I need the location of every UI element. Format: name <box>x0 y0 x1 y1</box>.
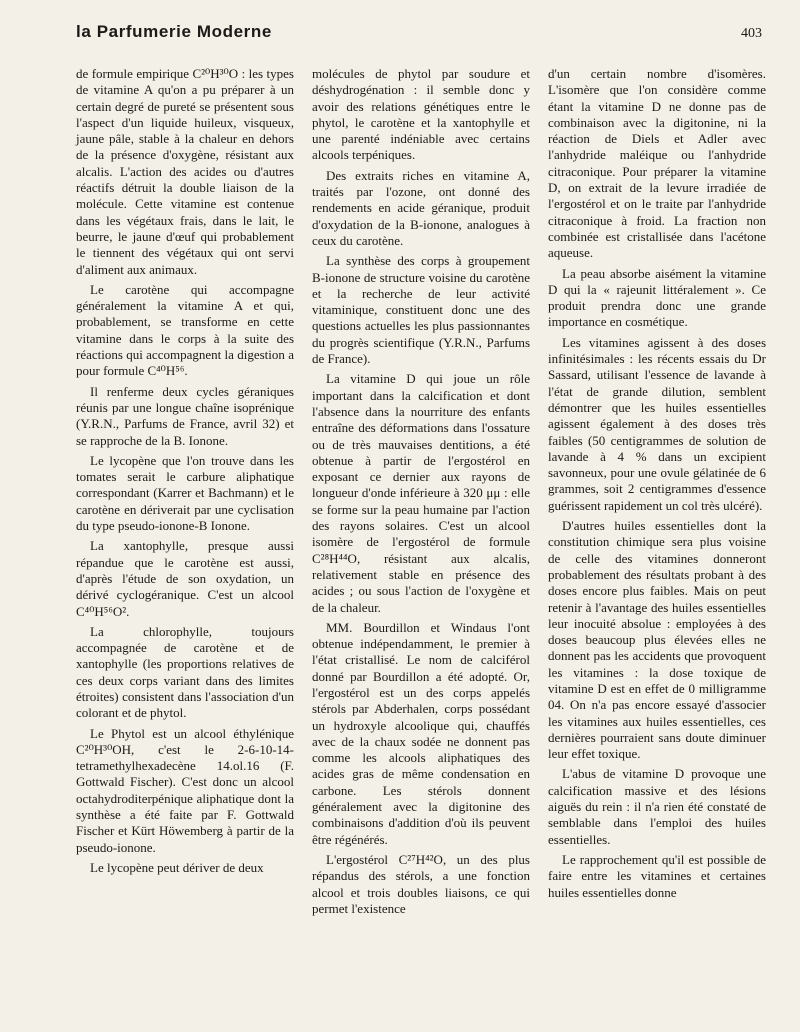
journal-title: la Parfumerie Moderne <box>76 22 272 41</box>
paragraph: D'autres huiles essentielles dont la constitution chimique sera plus voisine de celle des vitamines donneront probablement des résultats probant à des doses encore plus faibles. Mais on peut retenir à l'avantage des huiles essentielles leur inocuité absolue : employées à des doses beaucoup plus élevées elles ne donnent pas les accidents que provoquent les vitamines : la dose toxique de vitamine D est en effet de 0 milligramme 04. On n'a pas encore essayé d'associer les vitamines aux huiles essentielles, ces dernières pourraient sans doute diminuer leur effet toxique. <box>548 518 766 762</box>
paragraph: La vitamine D qui joue un rôle important dans la calcification et dont l'absence dans la nourriture des enfants entraîne des déformations dans l'ossature ou de très mauvaises dentitions, a été obtenue à partir de l'ergostérol en exposant ce dernier aux rayons de longueur d'onde inférieure à 320 μμ : elle se forme sur la peau humaine par l'action des rayons solaires. C'est un alcool isomère de l'ergostérol de formule C²⁸H⁴⁴O, résistant aux alcalis, relativement stable en présence des acides ; ou sous l'action de l'oxygène et de la chaleur. <box>312 371 530 615</box>
paragraph: Il renferme deux cycles géraniques réunis par une longue chaîne isoprénique (Y.R.N., Parfums de France, avril 32) et se rapproche de la B. Ionone. <box>76 383 294 448</box>
paragraph: de formule empirique C²⁰H³⁰O : les types de vitamine A qu'on a pu préparer à un certain degré de pureté se présentent sous l'aspect d'un liquide huileux, visqueux, jaune pâle, stable à la chaleur en dehors de la présence d'oxygène, résistant aux alcalis. L'action des acides ou d'autres réactifs détruit la double liaison de la molécule. Cette vitamine est contenue dans les végétaux frais, dans le lait, le beurre, le jaune d'œuf qui probablement le tiennent des végétaux qui ont servi d'aliment aux animaux. <box>76 66 294 277</box>
article-body <box>76 66 766 1016</box>
paragraph: L'abus de vitamine D provoque une calcification massive et des lésions aiguës du rein : il n'a rien été constaté de semblable dans l'emploi des huiles essentielles. <box>548 766 766 847</box>
paragraph: molécules de phytol par soudure et déshydrogénation : il semble donc y avoir des relations génétiques entre le phytol, le carotène et la xantophylle et une parenté indéniable avec certains alcools terpéniques. <box>312 66 530 163</box>
paragraph: Le lycopène peut dériver de deux <box>90 859 264 875</box>
paragraph: d'un certain nombre d'isomères. L'isomère que l'on considère comme étant la vitamine D ne donne pas de combinaison avec la digitonine, ni la réaction de Diels et Adler avec l'anhydride maléique ou l'anhydride citraconique. Pour préparer la vitamine D, on extrait de la levure irradiée de l'ergostérol et on le traite par l'anhydride citraconique à froid. La fraction non combinée est cristallisée dans l'acétone aqueuse. <box>548 66 766 261</box>
column-2 <box>312 66 530 1016</box>
paragraph: MM. Bourdillon et Windaus l'ont obtenue indépendamment, le premier à l'état cristallisé. Le nom de calciférol donné par Bourdillon a été adopté. Or, l'ergostérol est un des corps appelés stérols par Abderhalen, corps possédant un hydroxyle alcoolique qui, chauffés avec de la chaux sodée ne donnent pas comme les alcools aliphatiques des acides gras de même condensation en carbone. Les stérols donnent généralement avec la digitonine des combinaisons d'addition d'où ils peuvent être régénérés. <box>312 619 530 847</box>
paragraph: Le Phytol est un alcool éthylénique C²⁰H³⁰OH, c'est le 2-6-10-14-tetramethylhexadecène 14.ol.16 (F. Gottwald Fischer). C'est donc un alcool octahydroditerpénique aliphatique dont la synthèse a été faite par F. Gottwald Fischer et Kürt Höwemberg à partir de la pseudo-ionone. <box>76 725 294 855</box>
paragraph: L'ergostérol C²⁷H⁴²O, un des plus répandus des stérols, a une fonction alcool et trois doubles liaisons, ce qui permet l'existence <box>312 851 530 916</box>
page-header <box>76 20 762 50</box>
paragraph: Les vitamines agissent à des doses infinitésimales : les récents essais du Dr Sassard, utilisant l'essence de lavande à l'état de grande dilution, semblent démontrer que les huiles essentielles agissent également à des doses très faibles (50 centigrammes de solution de lavande à 4 % dans un excipient savonneux, pour une ovule gélatinée de 6 grammes, soit 2 centigrammes d'essence guérissent rapidement un col très ulcéré). <box>548 334 766 513</box>
paragraph: Le lycopène que l'on trouve dans les tomates serait le carbure aliphatique correspondant (Karrer et Bachmann) et le carotène en dériverait par une cyclisation du type pseudo-ionone-B Ionone. <box>76 452 294 534</box>
page-number: 403 <box>741 26 762 41</box>
paragraph: La xantophylle, presque aussi répandue que le carotène est aussi, d'après l'étude de son oxydation, un dérivé cyclogéranique. C'est un alcool C⁴⁰H⁵⁶O². <box>76 538 294 619</box>
paragraph: La peau absorbe aisément la vitamine D qui la « rajeunit littéralement ». Ce produit prendra donc une grande importance en cosmétique. <box>548 265 766 330</box>
paragraph: Des extraits riches en vitamine A, traités par l'ozone, ont donné des rendements en acide géranique, produit d'oxydation de la B-ionone, analogues à ceux du carotène. <box>312 167 530 248</box>
paragraph: La chlorophylle, toujours accompagnée de carotène et de xantophylle (les proportions relatives de ces deux corps variant dans des limites étroites) consistent dans l'association d'un colorant et de phytol. <box>76 623 294 721</box>
paragraph: Le rapprochement qu'il est possible de faire entre les vitamines et certaines huiles essentielles donne <box>548 851 766 900</box>
paragraph: La synthèse des corps à groupement B-ionone de structure voisine du carotène et la recherche de leur activité vitaminique, constituent donc une des questions actuelles les plus passionnantes du progrès scientifique (Y.R.N., Parfums de France). <box>312 253 530 367</box>
column-1 <box>76 66 294 1016</box>
column-3 <box>548 66 766 1016</box>
paragraph: Le carotène qui accompagne généralement la vitamine A et qui, probablement, se transforme en cette vitamine dans le corps à la suite des réactions qui accompagnent la digestion a pour formule C⁴⁰H⁵⁶. <box>76 281 294 379</box>
